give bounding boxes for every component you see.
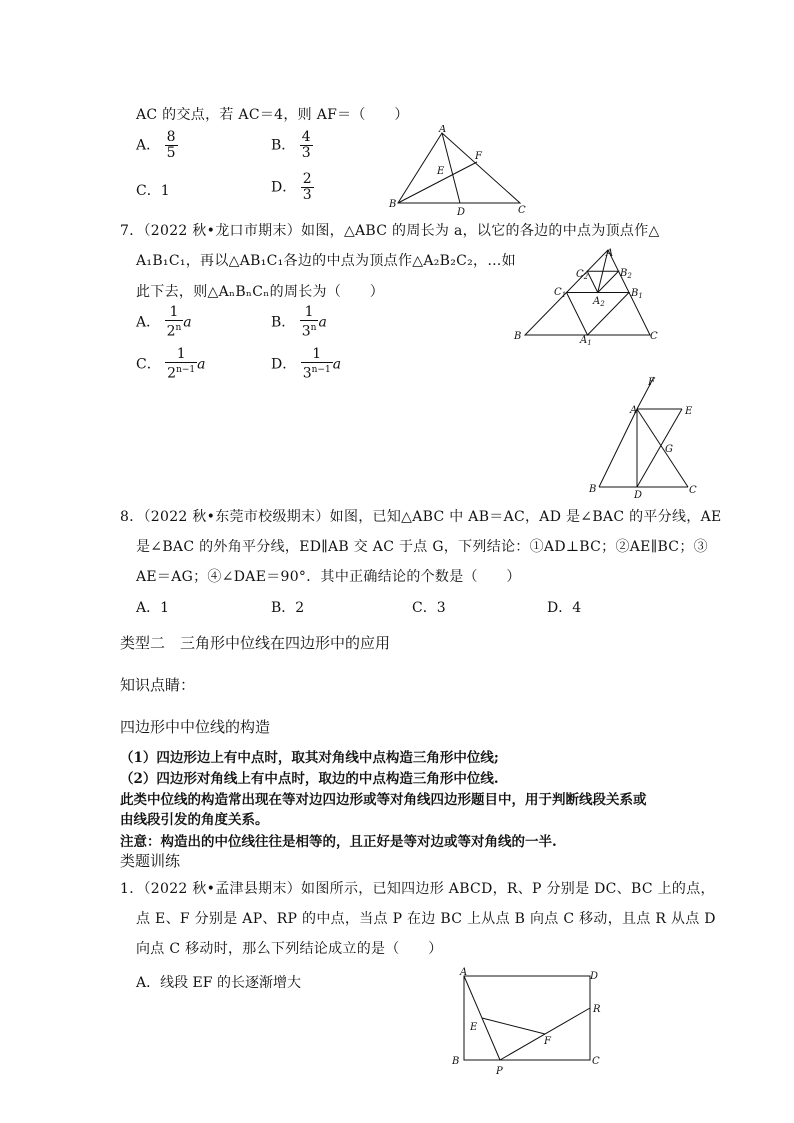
label-c: C (518, 205, 526, 216)
label-a: A (606, 248, 614, 259)
knowledge-heading: 知识点睛： (120, 676, 196, 694)
q6-option-a: A． $\frac{8}{5}$ (136, 129, 176, 161)
label-d: D (457, 207, 466, 218)
label-c2: $C_2$ (576, 269, 589, 281)
q8-option-d: D．4 (547, 600, 582, 616)
q7-nested-triangles-figure (510, 245, 670, 345)
segment-ac (637, 409, 688, 487)
p1-line2: 点 E、F 分别是 AP、RP 的中点，当点 P 在边 BC 上从点 B 向点 C 移动，且点 R 从点 D (136, 911, 716, 927)
label-b: B (514, 331, 522, 342)
note-line-2: 由线段引发的角度关系。 (120, 812, 269, 828)
fraction: $\frac{8}{5}$ (166, 129, 176, 161)
q8-line1: 8．（2022 秋•东莞市校级期末）如图，已知△ABC 中 AB＝AC，AD 是∠BAC 的平分线，AE (120, 509, 722, 525)
label-a2: $A_2$ (593, 296, 605, 308)
label-r: R (593, 1004, 601, 1015)
label-f: F (475, 151, 482, 162)
q8-option-b: B．2 (271, 600, 305, 616)
p1-line1: 1．（2022 秋•孟津县期末）如图所示，已知四边形 ABCD，R、P 分别是 DC、BC 上的点， (120, 881, 715, 897)
q7-option-d: D． $\frac{1}{3^{n-1}}$ a (271, 346, 342, 382)
p1-rectangle-figure (450, 962, 615, 1077)
label-c: C (689, 485, 697, 496)
q7-option-a: A． $\frac{1}{2^n}$ a (136, 304, 192, 340)
segment-ad (442, 133, 460, 203)
q8-line3: AE＝AG；④∠DAE＝90°．其中正确结论的个数是（ ） (136, 569, 521, 585)
subsection-title: 四边形中中位线的构造 (120, 718, 271, 736)
label-a: A (630, 405, 638, 416)
q7-line1: 7．（2022 秋•龙口市期末）如图，△ABC 的周长为 a，以它的各边的中点为顶点作△ (120, 223, 660, 239)
q8-option-a: A．1 (136, 600, 170, 616)
segment-ab (599, 409, 637, 487)
label-a1: $A_1$ (580, 335, 592, 345)
q6-option-b: B． $\frac{4}{3}$ (271, 129, 311, 161)
label-g: G (665, 444, 673, 455)
p1-option-a: A．线段 EF 的长逐渐增大 (136, 975, 301, 991)
q6-option-d: D． $\frac{2}{3}$ (271, 171, 312, 203)
label-e: E (685, 406, 693, 417)
q8-figure (585, 372, 705, 502)
label-a: A (460, 967, 468, 978)
triangle-abc (398, 133, 520, 203)
label-e: E (437, 166, 445, 177)
q7-line3: 此下去，则△AₙBₙCₙ的周长为（ ） (136, 284, 385, 300)
q6-triangle-figure (385, 125, 535, 220)
q8-line2: 是∠BAC 的外角平分线，ED∥AB 交 AC 于点 G，下列结论：①AD⊥BC；②AE∥BC；③ (136, 539, 708, 555)
practice-heading: 类题训练 (120, 852, 181, 870)
label-b1: $B_1$ (631, 288, 643, 300)
q8-option-c: C．3 (412, 600, 446, 616)
note-line-1: 此类中位线的构造常出现在等对边四边形或等对角线四边形题目中，用于判断线段关系或 (120, 792, 647, 808)
note-line-3: 注意：构造出的中位线往往是相等的，且正好是等对边或等对角线的一半. (120, 834, 557, 850)
label-b: B (589, 484, 597, 495)
label-c1: $C_1$ (554, 287, 567, 299)
label-a: A (439, 125, 447, 135)
q7-option-c: C． $\frac{1}{2^{n-1}}$ a (136, 346, 206, 382)
q7-option-b: B． $\frac{1}{3^n}$ a (271, 304, 327, 340)
label-d: D (590, 971, 599, 982)
p1-line3: 向点 C 移动时，那么下列结论成立的是（ ） (136, 941, 443, 957)
label-f: F (648, 377, 655, 388)
section-title: 类型二 三角形中位线在四边形中的应用 (120, 634, 391, 652)
segment-ed (637, 409, 682, 487)
label-b: B (389, 199, 397, 210)
point-2: （2）四边形对角线上有中点时，取边的中点构造三角形中位线. (120, 771, 499, 787)
label-c: C (650, 331, 658, 342)
fraction: $\frac{2}{3}$ (302, 171, 312, 203)
fraction: $\frac{4}{3}$ (301, 129, 311, 161)
triangle-a2b2c2 (587, 271, 618, 292)
point-1: （1）四边形边上有中点时，取其对角线中点构造三角形中位线; (120, 750, 499, 766)
label-f: F (544, 1036, 551, 1047)
label-b: B (452, 1056, 460, 1067)
label-p: P (496, 1066, 503, 1077)
q6-stem-tail: AC 的交点，若 AC＝4，则 AF＝（ ） (136, 107, 409, 123)
label-d: D (634, 490, 643, 501)
segment-ef (482, 1018, 545, 1034)
label-e: E (470, 1022, 478, 1033)
q7-line2: A₁B₁C₁，再以△AB₁C₁各边的中点为顶点作△A₂B₂C₂，…如 (136, 253, 516, 269)
label-c: C (592, 1056, 600, 1067)
q6-option-c: C．1 (136, 183, 170, 199)
label-b2: $B_2$ (620, 268, 632, 280)
